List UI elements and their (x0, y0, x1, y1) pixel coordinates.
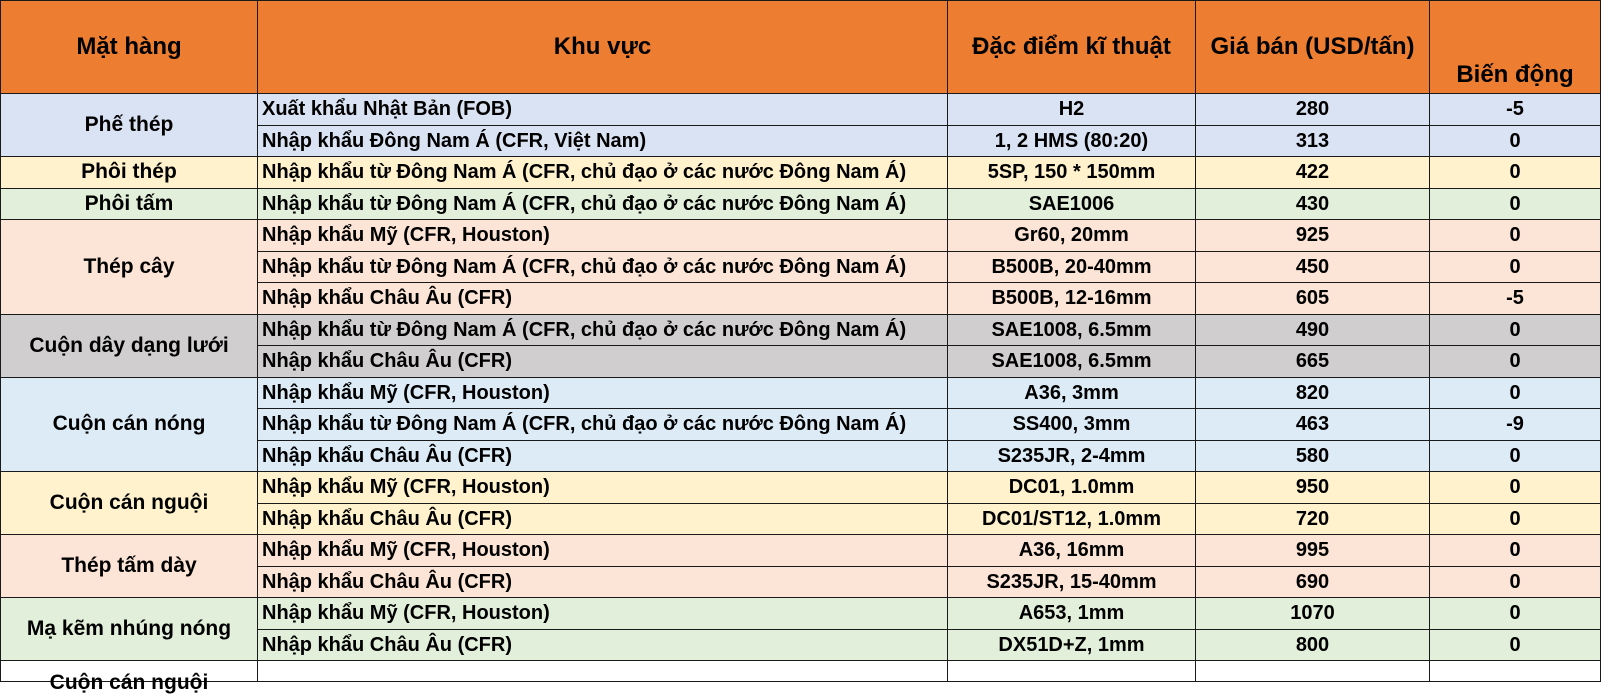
change-cell: 0 (1430, 535, 1601, 567)
region-cell: Xuất khẩu Nhật Bản (FOB) (258, 94, 948, 126)
spec-cell: B500B, 20-40mm (948, 251, 1196, 283)
table-row (1, 157, 1601, 189)
item-cell: Phôi thép (1, 157, 258, 189)
header-change: Biến động (1430, 1, 1601, 94)
item-cell: Cuộn dây dạng lưới (1, 314, 258, 377)
spec-cell: SAE1008, 6.5mm (948, 346, 1196, 378)
region-cell: Nhập khẩu từ Đông Nam Á (CFR, chủ đạo ở các nước Đông Nam Á) (258, 251, 948, 283)
spec-cell: DC01/ST12, 1.0mm (948, 503, 1196, 535)
price-cell: 665 (1196, 346, 1430, 378)
region-cell: Nhập khẩu Châu Âu (CFR) (258, 503, 948, 535)
region-cell: Nhập khẩu Châu Âu (CFR) (258, 283, 948, 315)
region-cell: Nhập khẩu Đông Nam Á (CFR, Việt Nam) (258, 125, 948, 157)
spec-cell: S235JR, 15-40mm (948, 566, 1196, 598)
cut-off-item-label: Cuộn cán nguội (49, 671, 209, 694)
header-item: Mặt hàng (1, 1, 258, 94)
price-cell: 800 (1196, 629, 1430, 661)
price-cell: 1070 (1196, 598, 1430, 630)
spec-cell: A36, 3mm (948, 377, 1196, 409)
price-cell: 995 (1196, 535, 1430, 567)
price-cell: 605 (1196, 283, 1430, 315)
change-cell: 0 (1430, 157, 1601, 189)
region-cell: Nhập khẩu Châu Âu (CFR) (258, 346, 948, 378)
table-row-cut-off (1, 661, 1601, 682)
region-cell: Nhập khẩu Châu Âu (CFR) (258, 566, 948, 598)
price-cell: 422 (1196, 157, 1430, 189)
change-cell: 0 (1430, 566, 1601, 598)
table-row (1, 598, 1601, 630)
item-cell: Mạ kẽm nhúng nóng (1, 598, 258, 661)
item-cell: Cuộn cán nguội (1, 472, 258, 535)
header-spec: Đặc điểm kĩ thuật (948, 1, 1196, 94)
table-row (1, 94, 1601, 126)
region-cell: Nhập khẩu Mỹ (CFR, Houston) (258, 535, 948, 567)
region-cell: Nhập khẩu từ Đông Nam Á (CFR, chủ đạo ở các nước Đông Nam Á) (258, 157, 948, 189)
price-cell: 950 (1196, 472, 1430, 504)
header-row (1, 1, 1601, 94)
change-cell: 0 (1430, 440, 1601, 472)
price-cell: 280 (1196, 94, 1430, 126)
item-cell: Thép tấm dày (1, 535, 258, 598)
change-cell: -5 (1430, 283, 1601, 315)
item-cell: Thép cây (1, 220, 258, 315)
region-cell: Nhập khẩu Châu Âu (CFR) (258, 629, 948, 661)
change-cell: -5 (1430, 94, 1601, 126)
change-cell: 0 (1430, 220, 1601, 252)
spec-cell (948, 661, 1196, 682)
table-row (1, 314, 1601, 346)
change-cell: 0 (1430, 125, 1601, 157)
change-cell: 0 (1430, 503, 1601, 535)
item-cell (1, 661, 258, 694)
price-cell: 490 (1196, 314, 1430, 346)
spec-cell: DX51D+Z, 1mm (948, 629, 1196, 661)
region-cell: Nhập khẩu Mỹ (CFR, Houston) (258, 598, 948, 630)
price-cell: 313 (1196, 125, 1430, 157)
region-cell: Nhập khẩu Mỹ (CFR, Houston) (258, 377, 948, 409)
item-cell: Cuộn cán nóng (1, 377, 258, 472)
price-cell: 580 (1196, 440, 1430, 472)
spec-cell: Gr60, 20mm (948, 220, 1196, 252)
region-cell: Nhập khẩu Mỹ (CFR, Houston) (258, 220, 948, 252)
spec-cell: DC01, 1.0mm (948, 472, 1196, 504)
item-cell: Phôi tấm (1, 188, 258, 220)
change-cell: 0 (1430, 314, 1601, 346)
table-row (1, 377, 1601, 409)
table-row (1, 188, 1601, 220)
price-cell: 690 (1196, 566, 1430, 598)
change-cell: 0 (1430, 598, 1601, 630)
price-cell: 450 (1196, 251, 1430, 283)
region-cell: Nhập khẩu Mỹ (CFR, Houston) (258, 472, 948, 504)
change-cell: 0 (1430, 188, 1601, 220)
change-cell: 0 (1430, 629, 1601, 661)
change-cell: 0 (1430, 377, 1601, 409)
change-cell: 0 (1430, 346, 1601, 378)
spec-cell: H2 (948, 94, 1196, 126)
region-cell: Nhập khẩu từ Đông Nam Á (CFR, chủ đạo ở các nước Đông Nam Á) (258, 188, 948, 220)
change-cell: 0 (1430, 251, 1601, 283)
spec-cell: S235JR, 2-4mm (948, 440, 1196, 472)
spec-cell: B500B, 12-16mm (948, 283, 1196, 315)
change-cell: -9 (1430, 409, 1601, 441)
item-cell: Phế thép (1, 94, 258, 157)
spec-cell: 5SP, 150 * 150mm (948, 157, 1196, 189)
header-region: Khu vực (258, 1, 948, 94)
spec-cell: SS400, 3mm (948, 409, 1196, 441)
spec-cell: A653, 1mm (948, 598, 1196, 630)
table-row (1, 472, 1601, 504)
spec-cell: 1, 2 HMS (80:20) (948, 125, 1196, 157)
table-row (1, 220, 1601, 252)
change-cell (1430, 661, 1601, 682)
spec-cell: SAE1006 (948, 188, 1196, 220)
price-cell: 820 (1196, 377, 1430, 409)
header-price: Giá bán (USD/tấn) (1196, 1, 1430, 94)
region-cell: Nhập khẩu từ Đông Nam Á (CFR, chủ đạo ở các nước Đông Nam Á) (258, 314, 948, 346)
region-cell (258, 661, 948, 682)
price-cell: 720 (1196, 503, 1430, 535)
spec-cell: A36, 16mm (948, 535, 1196, 567)
table-row (1, 535, 1601, 567)
region-cell: Nhập khẩu Châu Âu (CFR) (258, 440, 948, 472)
price-cell: 430 (1196, 188, 1430, 220)
price-cell: 925 (1196, 220, 1430, 252)
price-cell (1196, 661, 1430, 682)
region-cell: Nhập khẩu từ Đông Nam Á (CFR, chủ đạo ở các nước Đông Nam Á) (258, 409, 948, 441)
price-cell: 463 (1196, 409, 1430, 441)
change-cell: 0 (1430, 472, 1601, 504)
spec-cell: SAE1008, 6.5mm (948, 314, 1196, 346)
